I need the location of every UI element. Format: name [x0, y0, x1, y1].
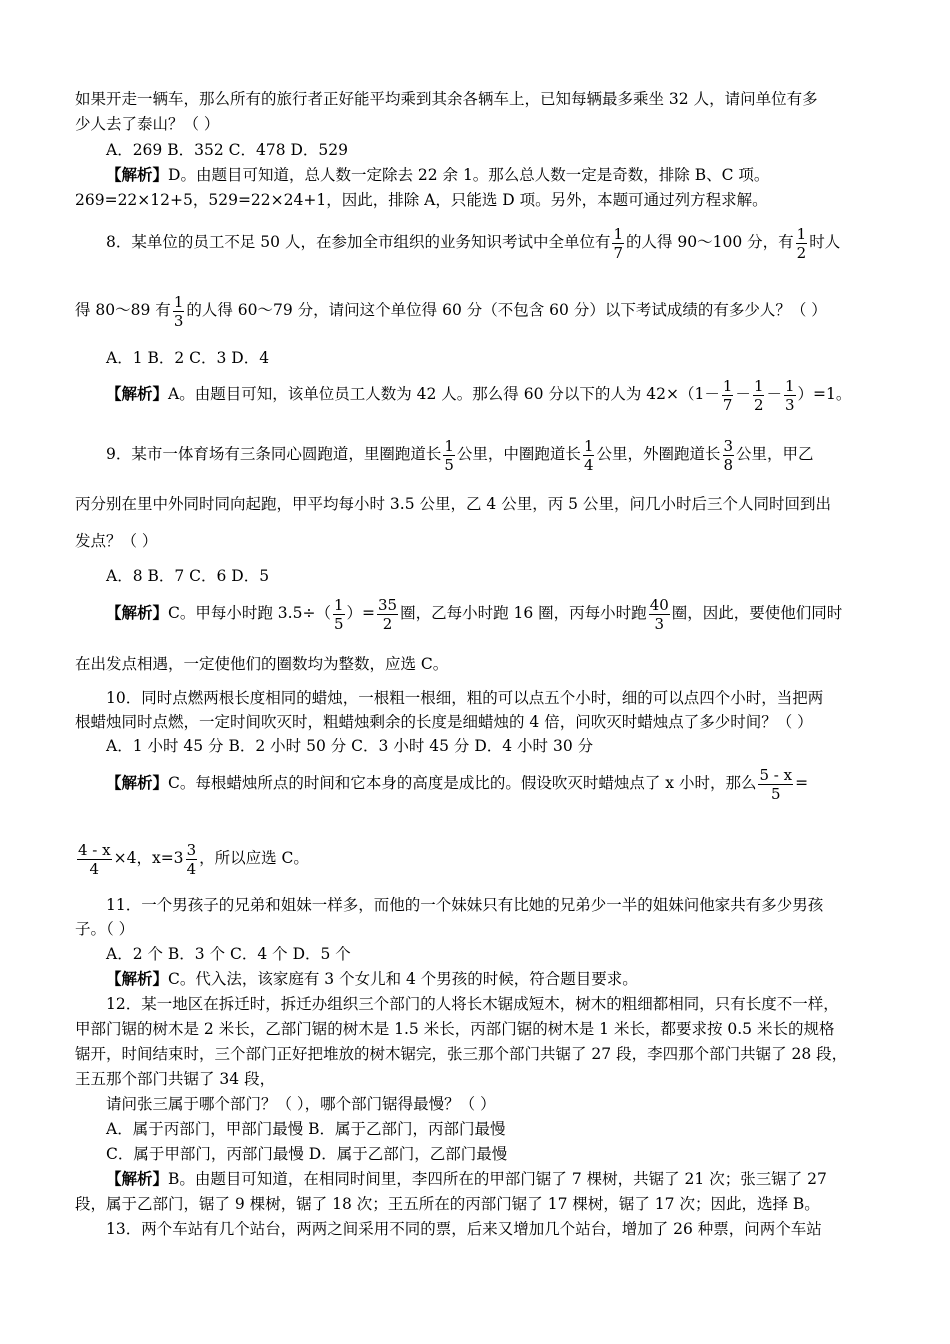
answer-text: A。由题目可知，该单位员工人数为 42 人。那么得 60 分以下的人为 42×（1－ [168, 385, 720, 403]
fraction: $\frac{1}{3}$ [173, 292, 184, 330]
q9-text-a: 9．某市一体育场有三条同心圆跑道，里圈跑道长 [106, 445, 442, 463]
fraction: $\frac{1}{7}$ [613, 224, 623, 262]
q12-line1: 12．某一地区在拆迁时，拆迁办组织三个部门的人将长木锯成短木，树木的粗细都相同，只有长度不一样， [106, 995, 839, 1013]
q12-answer-line1 [106, 1169, 827, 1189]
q11-line1: 11．一个男孩子的兄弟和姐妹一样多，而他的一个妹妹只有比她的兄弟少一半的姐妹问他家共有多少男孩 [106, 896, 824, 914]
fraction: $\frac{3}{8}$ [723, 436, 734, 474]
q9-line2: 丙分别在里中外同时同向起跑，甲平均每小时 3.5 公里，乙 4 公里，丙 5 公里，问几小时后三个人同时回到出 [75, 495, 831, 513]
fraction: $\frac{1}{3}$ [785, 376, 795, 414]
fraction: $\frac{40}{3}$ [649, 595, 669, 633]
q10-answer-line1 [106, 761, 808, 805]
q8-text-d: 得 80～89 有 [75, 301, 171, 319]
equals-sign: = [795, 774, 809, 792]
q10-line2: 根蜡烛同时点燃，一定时间吹灭时，粗蜡烛剩余的长度是细蜡烛的 4 倍，问吹灭时蜡烛点了多少时间？（ ） [75, 713, 813, 731]
q8-text-a: 8．某单位的员工不足 50 人，在参加全市组织的业务知识考试中全单位有 [106, 233, 611, 251]
q7-line2: 少人去了泰山？（ ） [75, 115, 220, 133]
q12-options-cd: C．属于甲部门，丙部门最慢 D．属于乙部门，乙部门最慢 [106, 1145, 508, 1163]
fraction: $\frac{1}{5}$ [444, 436, 454, 474]
answer-text: 圈，因此，要使他们同时 [671, 604, 843, 622]
answer-text: C。代入法，该家庭有 3 个女儿和 4 个男孩的时候，符合题目要求。 [168, 970, 638, 988]
answer-label: 【解析】 [106, 384, 169, 403]
q11-options: A．2 个 B．3 个 C．4 个 D．5 个 [106, 945, 351, 963]
answer-text: D。由题目可知道，总人数一定除去 22 余 1。那么总人数一定是奇数，排除 B、C 项。 [168, 166, 770, 184]
q9-text-c: 公里，外圈跑道长 [596, 445, 721, 463]
answer-text: C。每根蜡烛所点的时间和它本身的高度是成比的。假设吹灭时蜡烛点了 x 小时，那么 [168, 774, 757, 792]
answer-text: ）= [346, 604, 375, 622]
fraction: $\frac{1}{2}$ [796, 224, 807, 262]
q10-answer-line2 [75, 836, 309, 880]
q8-answer [106, 374, 851, 414]
q7-line1: 如果开走一辆车，那么所有的旅行者正好能平均乘到其余各辆车上，已知每辆最多乘坐 32 人，请问单位有多 [75, 90, 818, 108]
answer-text: ，所以应选 C。 [199, 849, 309, 867]
q11-answer [106, 969, 638, 989]
fraction: $\frac{3}{4}$ [186, 840, 197, 878]
q12-line2: 甲部门锯的树木是 2 米长，乙部门锯的树木是 1.5 米长，丙部门锯的树木是 1 米长，都要求按 0.5 米长的规格 [75, 1020, 835, 1038]
q8-text-e: 的人得 60～79 分，请问这个单位得 60 分（不包含 60 分）以下考试成绩的有多少人？（ ） [186, 301, 827, 319]
minus-sign: － [735, 385, 751, 403]
fraction: $\frac{4 - x}{4}$ [78, 840, 111, 878]
fraction: $\frac{1}{5}$ [333, 595, 344, 633]
fraction: $\frac{1}{4}$ [583, 436, 594, 474]
q12-line5: 请问张三属于哪个部门？（ ），哪个部门锯得最慢？（ ） [106, 1095, 496, 1113]
fraction: $\frac{5 - x}{5}$ [759, 765, 793, 803]
q9-answer-line2: 在出发点相遇，一定使他们的圈数均为整数，应选 C。 [75, 655, 449, 673]
q12-line4: 王五那个部门共锯了 34 段， [75, 1070, 276, 1088]
answer-label: 【解析】 [106, 165, 169, 184]
q9-text-d: 公里，甲乙 [736, 445, 814, 463]
q10-line1: 10．同时点燃两根长度相同的蜡烛，一根粗一根细，粗的可以点五个小时，细的可以点四个小时，当把两 [106, 689, 824, 707]
q7-answer-line1 [106, 165, 769, 185]
q10-options: A．1 小时 45 分 B．2 小时 50 分 C．3 小时 45 分 D．4 小时 30 分 [106, 737, 594, 755]
q12-answer-line2: 段，属于乙部门，锯了 9 棵树，锯了 18 次；王五所在的丙部门锯了 17 棵树，锯了 17 次；因此，选择 B。 [75, 1195, 820, 1213]
answer-text: B。由题目可知道，在相同时间里，李四所在的甲部门锯了 7 棵树，共锯了 21 次；张三锯了 27 [168, 1170, 827, 1188]
q7-options: A．269 B．352 C．478 D．529 [106, 141, 348, 159]
fraction: $\frac{1}{2}$ [753, 376, 764, 414]
q9-line1 [106, 434, 814, 474]
q9-line3: 发点？（ ） [75, 532, 158, 550]
answer-text: C。甲每小时跑 3.5÷（ [168, 604, 331, 622]
answer-label: 【解析】 [106, 603, 169, 622]
q11-line2: 子。（ ） [75, 920, 135, 938]
q8-line2 [75, 290, 827, 330]
q9-options: A．8 B．7 C．6 D．5 [106, 567, 270, 585]
answer-text: 圈，乙每小时跑 16 圈，丙每小时跑 [400, 604, 647, 622]
q8-text-c: 时人 [809, 233, 841, 251]
q8-line1 [106, 222, 840, 262]
q8-options: A．1 B．2 C．3 D．4 [106, 349, 270, 367]
answer-label: 【解析】 [106, 1169, 169, 1188]
q12-line3: 锯开，时间结束时，三个部门正好把堆放的树木锯完，张三那个部门共锯了 27 段，李四那个部门共锯了 28 段， [75, 1045, 848, 1063]
answer-label: 【解析】 [106, 969, 169, 988]
q8-text-b: 的人得 90～100 分，有 [626, 233, 794, 251]
fraction: $\frac{35}{2}$ [378, 595, 398, 633]
q9-answer-line1 [106, 592, 842, 634]
q12-options-ab: A．属于丙部门，甲部门最慢 B．属于乙部门，丙部门最慢 [106, 1120, 506, 1138]
answer-label: 【解析】 [106, 773, 169, 792]
minus-sign: － [766, 385, 782, 403]
q9-text-b: 公里，中圈跑道长 [456, 445, 581, 463]
answer-text: ×4，x=3 [113, 849, 184, 867]
answer-text: ）=1。 [797, 385, 852, 403]
q13-line1: 13．两个车站有几个站台，两两之间采用不同的票，后来又增加几个站台，增加了 26 种票，问两个车站 [106, 1220, 822, 1238]
q7-answer-line2: 269=22×12+5，529=22×24+1，因此，排除 A，只能选 D 项。另外，本题可通过列方程求解。 [75, 191, 768, 209]
fraction: $\frac{1}{7}$ [722, 376, 733, 414]
